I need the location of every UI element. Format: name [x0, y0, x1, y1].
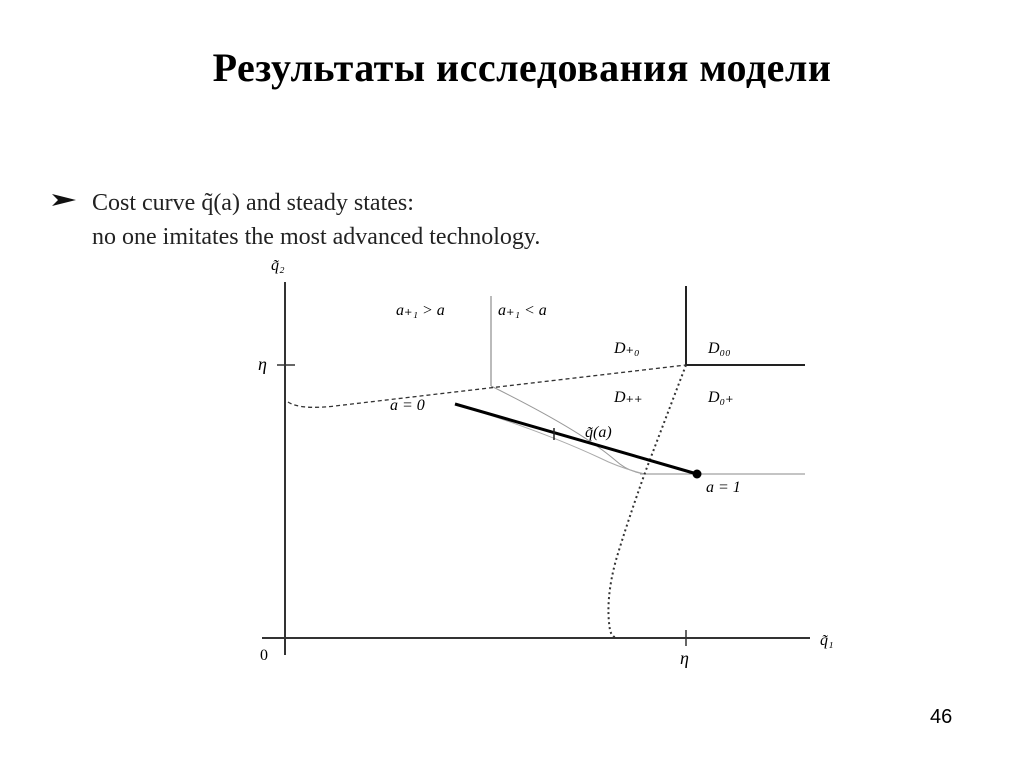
label-a-one: a = 1: [706, 479, 741, 496]
page-number: 46: [930, 706, 953, 728]
label-cost-curve: q̃(a): [585, 424, 612, 441]
label-d-plus-plus: D₊₊: [614, 389, 643, 406]
cost-curve-segment: [455, 404, 697, 474]
y-axis-label: q̃₂: [271, 257, 285, 274]
label-d-plus-zero: D₊₀: [614, 340, 640, 357]
y-eta-label: η: [258, 354, 267, 374]
x-eta-label: η: [680, 648, 689, 668]
a-one-endpoint: [693, 470, 702, 479]
label-a-next-greater: a₊₁ > a: [396, 302, 445, 319]
bullet-line-2: no one imitates the most advanced technology.: [92, 224, 541, 250]
bullet-line-1: Cost curve q̃(a) and steady states:: [92, 190, 414, 216]
label-d-zero-zero: D₀₀: [708, 340, 731, 357]
origin-label: 0: [260, 647, 268, 664]
label-a-next-less: a₊₁ < a: [498, 302, 547, 319]
slide-title: Результаты исследования модели: [212, 45, 832, 90]
label-a-zero: a = 0: [390, 397, 425, 414]
thin-offset-curve: [455, 404, 645, 474]
x-axis-label: q̃₁: [820, 632, 834, 649]
label-d-zero-plus: D₀₊: [708, 389, 734, 406]
